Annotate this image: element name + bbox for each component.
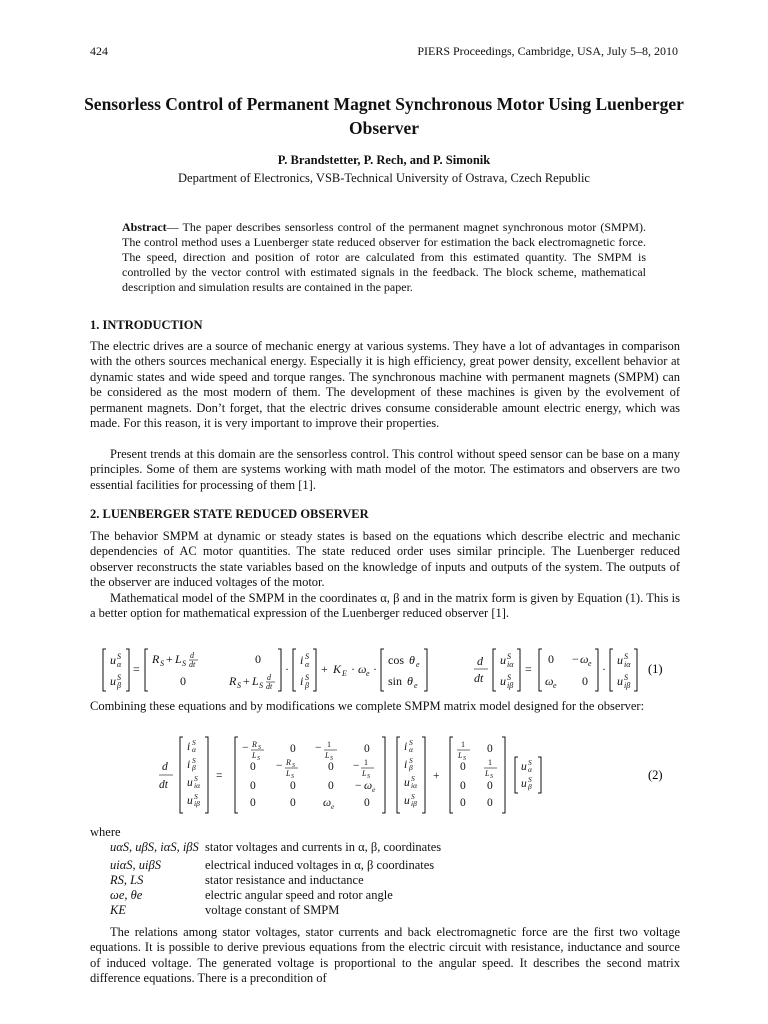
svg-text:S: S xyxy=(192,738,196,747)
svg-text:β: β xyxy=(528,782,532,791)
equation-2 xyxy=(150,735,680,815)
svg-text:α: α xyxy=(192,745,196,754)
svg-text:e: e xyxy=(416,660,420,669)
svg-text:0: 0 xyxy=(487,797,493,809)
svg-text:iα: iα xyxy=(624,660,631,669)
svg-text:S: S xyxy=(160,659,164,668)
svg-text:u: u xyxy=(500,653,506,667)
svg-text:d: d xyxy=(267,673,271,682)
svg-text:R: R xyxy=(252,740,257,749)
svg-text:L: L xyxy=(252,674,259,688)
svg-text:1: 1 xyxy=(488,758,492,767)
svg-text:β: β xyxy=(409,763,413,772)
svg-text:S: S xyxy=(194,792,198,801)
svg-text:+: + xyxy=(433,770,440,782)
symbol: RS, LS xyxy=(110,873,144,887)
svg-text:L: L xyxy=(485,769,490,778)
symbol-row xyxy=(90,903,680,918)
svg-text:u: u xyxy=(404,777,410,789)
svg-text:S: S xyxy=(194,774,198,783)
svg-text:·: · xyxy=(373,662,377,676)
abstract-text: — The paper describes sensorless control of the permanent magnet synchronous motor (SMPM). The control method uses a Luenberger state reduced observer for estimation the back electromagnetic force. The speed, direction and position of rotor are calculated from this estimated quantity. The SMPM is controlled by the vector control with estimated signals in the feedback. The block scheme, mathematical description and simulation results are contained in the paper. xyxy=(122,220,646,294)
svg-text:S: S xyxy=(292,763,295,769)
svg-text:S: S xyxy=(305,652,309,661)
svg-text:1: 1 xyxy=(461,740,465,749)
svg-text:i: i xyxy=(187,741,191,753)
svg-text:S: S xyxy=(237,681,241,690)
svg-text:S: S xyxy=(507,652,511,661)
svg-text:0: 0 xyxy=(460,761,466,773)
svg-text:0: 0 xyxy=(460,797,466,809)
svg-text:0: 0 xyxy=(250,761,256,773)
svg-text:S: S xyxy=(192,756,196,765)
svg-text:L: L xyxy=(458,751,463,760)
svg-text:i: i xyxy=(300,674,304,688)
svg-text:S: S xyxy=(182,659,186,668)
svg-text:S: S xyxy=(528,775,532,784)
svg-text:+: + xyxy=(321,662,328,676)
observer-paragraph-2: Mathematical model of the SMPM in the coordinates α, β and in the matrix form is given by Equation (1). This is a better option for mathematical expression of the Luenberger reduced observer [1]. xyxy=(90,591,680,621)
svg-text:=: = xyxy=(525,662,532,676)
symbol: uαS, uβS, iαS, iβS xyxy=(110,840,199,854)
svg-text:S: S xyxy=(463,756,466,762)
paper-title: Sensorless Control of Permanent Magnet Synchronous Motor Using Luenberger Observer xyxy=(84,94,684,138)
svg-text:R: R xyxy=(286,758,291,767)
svg-text:ω: ω xyxy=(580,652,589,666)
svg-text:K: K xyxy=(333,662,342,676)
svg-text:S: S xyxy=(528,758,532,767)
intro-paragraph-2: Present trends at this domain are the sensorless control. This control without speed sensor can be base on a many principles. Some of them are systems working with math model of the motor. The estimators and observers are two essential facilities for processing of them [1]. xyxy=(90,447,680,492)
svg-text:u: u xyxy=(617,674,623,688)
svg-text:iα: iα xyxy=(507,660,514,669)
svg-text:0: 0 xyxy=(364,743,370,755)
symbol-description: electrical induced voltages in α, β coordinates xyxy=(205,858,435,872)
svg-text:ω: ω xyxy=(358,662,367,676)
svg-text:u: u xyxy=(110,674,116,688)
symbol-row xyxy=(90,858,680,873)
svg-text:·: · xyxy=(351,662,355,676)
equation-1 xyxy=(100,645,680,695)
svg-text:L: L xyxy=(175,652,182,666)
svg-text:S: S xyxy=(409,738,413,747)
svg-text:0: 0 xyxy=(290,780,296,792)
svg-text:0: 0 xyxy=(487,780,493,792)
svg-text:β: β xyxy=(117,681,121,690)
svg-text:d: d xyxy=(477,654,483,668)
svg-text:dt: dt xyxy=(189,660,196,669)
where-label: where xyxy=(90,825,121,839)
svg-text:0: 0 xyxy=(328,761,334,773)
equation-1-number: (1) xyxy=(648,662,663,676)
svg-text:−: − xyxy=(353,760,360,772)
proceedings-name: PIERS Proceedings, Cambridge, USA, July 5–8, 2010 xyxy=(417,44,678,58)
section-heading-observer: 2. LUENBERGER STATE REDUCED OBSERVER xyxy=(90,507,369,521)
affiliation: Department of Electronics, VSB-Technical University of Ostrava, Czech Republic xyxy=(178,171,590,185)
svg-text:u: u xyxy=(187,777,193,789)
svg-text:0: 0 xyxy=(487,743,493,755)
svg-text:ω: ω xyxy=(364,780,373,792)
svg-text:S: S xyxy=(258,745,261,751)
svg-text:0: 0 xyxy=(548,652,554,666)
svg-text:0: 0 xyxy=(290,797,296,809)
svg-text:u: u xyxy=(187,795,193,807)
symbol-row xyxy=(90,873,680,888)
section-heading-introduction: 1. INTRODUCTION xyxy=(90,318,203,332)
svg-text:0: 0 xyxy=(364,797,370,809)
svg-text:S: S xyxy=(490,774,493,780)
svg-text:0: 0 xyxy=(290,743,296,755)
svg-text:dt: dt xyxy=(474,671,484,685)
svg-text:e: e xyxy=(588,659,592,668)
svg-text:L: L xyxy=(362,769,367,778)
svg-text:0: 0 xyxy=(250,780,256,792)
symbol-definitions xyxy=(90,825,680,918)
svg-text:α: α xyxy=(528,765,532,774)
svg-text:−: − xyxy=(276,760,283,772)
svg-text:e: e xyxy=(553,681,557,690)
svg-text:S: S xyxy=(305,673,309,682)
svg-text:u: u xyxy=(404,795,410,807)
svg-text:α: α xyxy=(305,660,310,669)
svg-text:u: u xyxy=(521,761,527,773)
svg-text:L: L xyxy=(252,751,257,760)
svg-text:iα: iα xyxy=(411,781,418,790)
symbol-row xyxy=(90,840,680,855)
svg-text:u: u xyxy=(500,674,506,688)
svg-text:=: = xyxy=(133,662,140,676)
svg-text:u: u xyxy=(110,653,116,667)
svg-text:R: R xyxy=(229,674,237,688)
svg-text:i: i xyxy=(404,741,408,753)
symbol-description: stator voltages and currents in α, β, coordinates xyxy=(205,840,442,854)
svg-text:S: S xyxy=(117,673,121,682)
svg-text:R: R xyxy=(152,652,160,666)
svg-text:α: α xyxy=(409,745,413,754)
svg-text:+: + xyxy=(243,674,250,688)
svg-text:u: u xyxy=(617,653,623,667)
svg-text:iβ: iβ xyxy=(507,681,514,690)
svg-text:S: S xyxy=(367,774,370,780)
svg-text:−: − xyxy=(242,742,249,754)
svg-text:ω: ω xyxy=(323,797,332,809)
svg-text:β: β xyxy=(305,681,309,690)
svg-text:−: − xyxy=(355,780,362,792)
svg-text:=: = xyxy=(216,770,223,782)
svg-text:0: 0 xyxy=(582,674,588,688)
author-list: P. Brandstetter, P. Rech, and P. Simonik xyxy=(277,153,491,167)
svg-text:S: S xyxy=(257,756,260,762)
svg-text:iβ: iβ xyxy=(194,799,200,808)
svg-text:sin: sin xyxy=(388,674,403,688)
symbol: uiαS, uiβS xyxy=(110,858,161,872)
observer-paragraph-4: The relations among stator voltages, stator currents and back electromagnetic force are the first two voltage equations. It is possible to derive previous equations from the electric circuit with resistance, inductance and source of induced voltage. The generated voltage is proportional to the angular speed. It describes the second matrix difference equations. There is a precondition of xyxy=(90,925,680,986)
page-number: 424 xyxy=(90,44,108,58)
svg-text:1: 1 xyxy=(364,758,368,767)
svg-text:0: 0 xyxy=(250,797,256,809)
svg-text:S: S xyxy=(624,673,628,682)
symbol-description: electric angular speed and rotor angle xyxy=(205,888,393,902)
svg-text:i: i xyxy=(300,653,304,667)
observer-paragraph-1: The behavior SMPM at dynamic or steady states is based on the equations which describe electric and mechanic dependencies of AC motor quantities. The state reduced order uses similar principle. The Luenberger reduced observer reconstructs the state variables based on the knowledge of inputs and outputs of the system. The outputs of the observer are induced voltages of the motor. xyxy=(90,529,680,590)
svg-text:0: 0 xyxy=(180,674,186,688)
svg-text:θ: θ xyxy=(409,653,415,667)
svg-text:iα: iα xyxy=(194,781,201,790)
symbol-description: voltage constant of SMPM xyxy=(205,903,340,917)
svg-text:−: − xyxy=(315,742,322,754)
svg-text:S: S xyxy=(411,774,415,783)
svg-text:+: + xyxy=(166,652,173,666)
svg-text:cos: cos xyxy=(388,653,404,667)
svg-text:0: 0 xyxy=(255,652,261,666)
svg-text:u: u xyxy=(521,778,527,790)
svg-text:e: e xyxy=(372,785,376,794)
svg-text:S: S xyxy=(291,774,294,780)
svg-text:·: · xyxy=(602,662,606,676)
svg-text:iβ: iβ xyxy=(411,799,417,808)
svg-text:S: S xyxy=(117,652,121,661)
svg-text:1: 1 xyxy=(327,740,331,749)
svg-text:dt: dt xyxy=(266,682,273,691)
svg-text:S: S xyxy=(507,673,511,682)
svg-text:β: β xyxy=(192,763,196,772)
svg-text:L: L xyxy=(325,751,330,760)
svg-text:d: d xyxy=(162,761,168,773)
svg-text:S: S xyxy=(411,792,415,801)
svg-text:ω: ω xyxy=(545,674,554,688)
svg-text:·: · xyxy=(285,662,289,676)
svg-text:dt: dt xyxy=(159,779,168,791)
svg-text:−: − xyxy=(572,652,579,666)
symbol-description: stator resistance and inductance xyxy=(205,873,364,887)
symbol: ωe, θe xyxy=(110,888,143,902)
svg-text:0: 0 xyxy=(460,780,466,792)
symbol: KE xyxy=(110,903,126,917)
svg-text:S: S xyxy=(409,756,413,765)
svg-text:θ: θ xyxy=(407,674,413,688)
svg-text:e: e xyxy=(366,669,370,678)
svg-text:L: L xyxy=(286,769,291,778)
symbol-row xyxy=(90,888,680,903)
svg-text:E: E xyxy=(342,669,347,678)
svg-text:S: S xyxy=(330,756,333,762)
observer-paragraph-3: Combining these equations and by modifications we complete SMPM matrix model designed for the observer: xyxy=(90,699,645,713)
svg-text:i: i xyxy=(187,759,191,771)
svg-text:0: 0 xyxy=(328,780,334,792)
abstract-label: Abstract xyxy=(122,220,167,234)
svg-text:α: α xyxy=(117,660,122,669)
svg-text:e: e xyxy=(414,681,418,690)
svg-text:e: e xyxy=(331,802,335,811)
intro-paragraph-1: The electric drives are a source of mechanic energy at various systems. They have a lot of advantages in comparison with the others sources mechanical energy. Especially it is high efficiency, great power density, excellent behavior at dynamic states and wide speed and torque ranges. The synchronous machine with permanent magnets (SMPM) can be considered as the most modern of them. The development of these machines is given by the evolvement of permanent magnets. Don’t forget, that the electric drives consume considerable amount electric energy, which was made. For this reason, it is very important to improve their properties. xyxy=(90,339,680,431)
svg-text:iβ: iβ xyxy=(624,681,631,690)
equation-2-number: (2) xyxy=(648,768,663,782)
svg-text:d: d xyxy=(190,651,194,660)
svg-text:S: S xyxy=(259,681,263,690)
abstract xyxy=(122,220,646,295)
svg-text:i: i xyxy=(404,759,408,771)
running-header xyxy=(90,44,678,59)
svg-text:S: S xyxy=(624,652,628,661)
